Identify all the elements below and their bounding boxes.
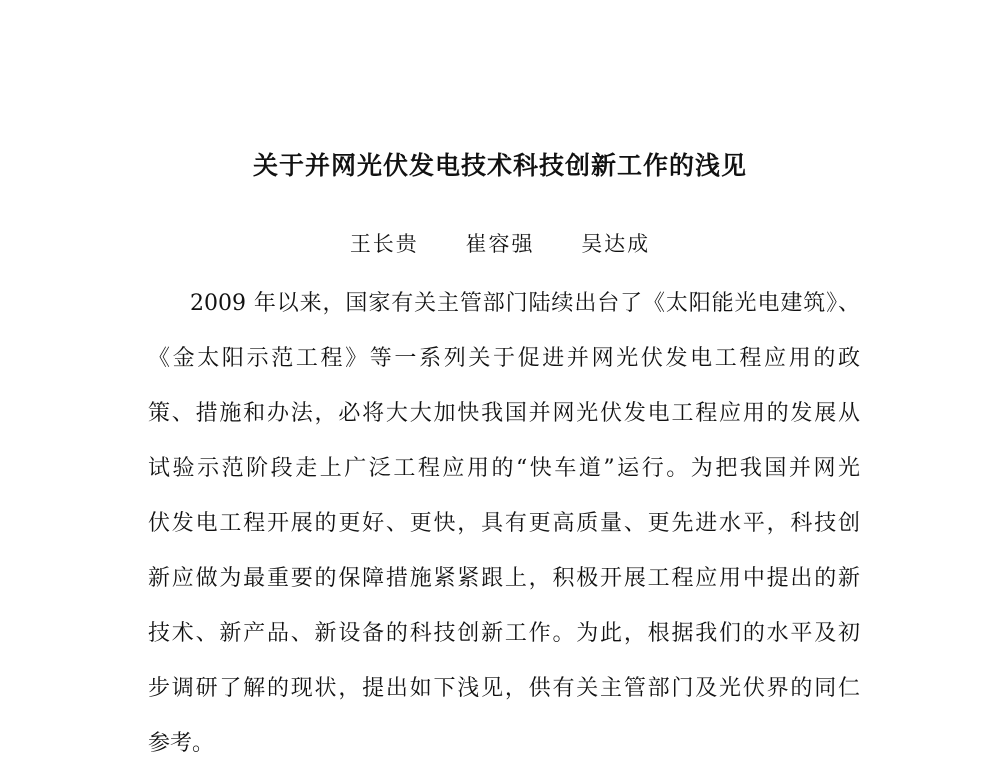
paragraph-line: 策、措施和办法，必将大大加快我国并网光伏发电工程应用的发展从 (148, 401, 860, 426)
author-name: 吴达成 (581, 232, 651, 256)
paragraph-line: 步调研了解的现状，提出如下浅见，供有关主管部门及光伏界的同仁 (148, 676, 860, 701)
paragraph-line: 新应做为最重要的保障措施紧紧跟上，积极开展工程应用中提出的新 (148, 566, 860, 591)
paragraph-line: 《金太阳示范工程》等一系列关于促进并网光伏发电工程应用的政 (148, 346, 860, 371)
paragraph-line: 2009 年以来，国家有关主管部门陆续出台了《太阳能光电建筑》、 (190, 291, 860, 316)
author-name: 王长贵 (349, 232, 419, 256)
paragraph-line: 试验示范阶段走上广泛工程应用的“快车道”运行。为把我国并网光 (148, 456, 860, 481)
paragraph-line: 伏发电工程开展的更好、更快，具有更高质量、更先进水平，科技创 (148, 511, 860, 536)
document-title: 关于并网光伏发电技术科技创新工作的浅见 (252, 151, 747, 180)
paragraph-line: 参考。 (148, 731, 215, 756)
author-name: 崔容强 (465, 232, 535, 256)
paragraph-line: 技术、新产品、新设备的科技创新工作。为此，根据我们的水平及初 (148, 621, 860, 646)
author-list (0, 228, 1000, 260)
